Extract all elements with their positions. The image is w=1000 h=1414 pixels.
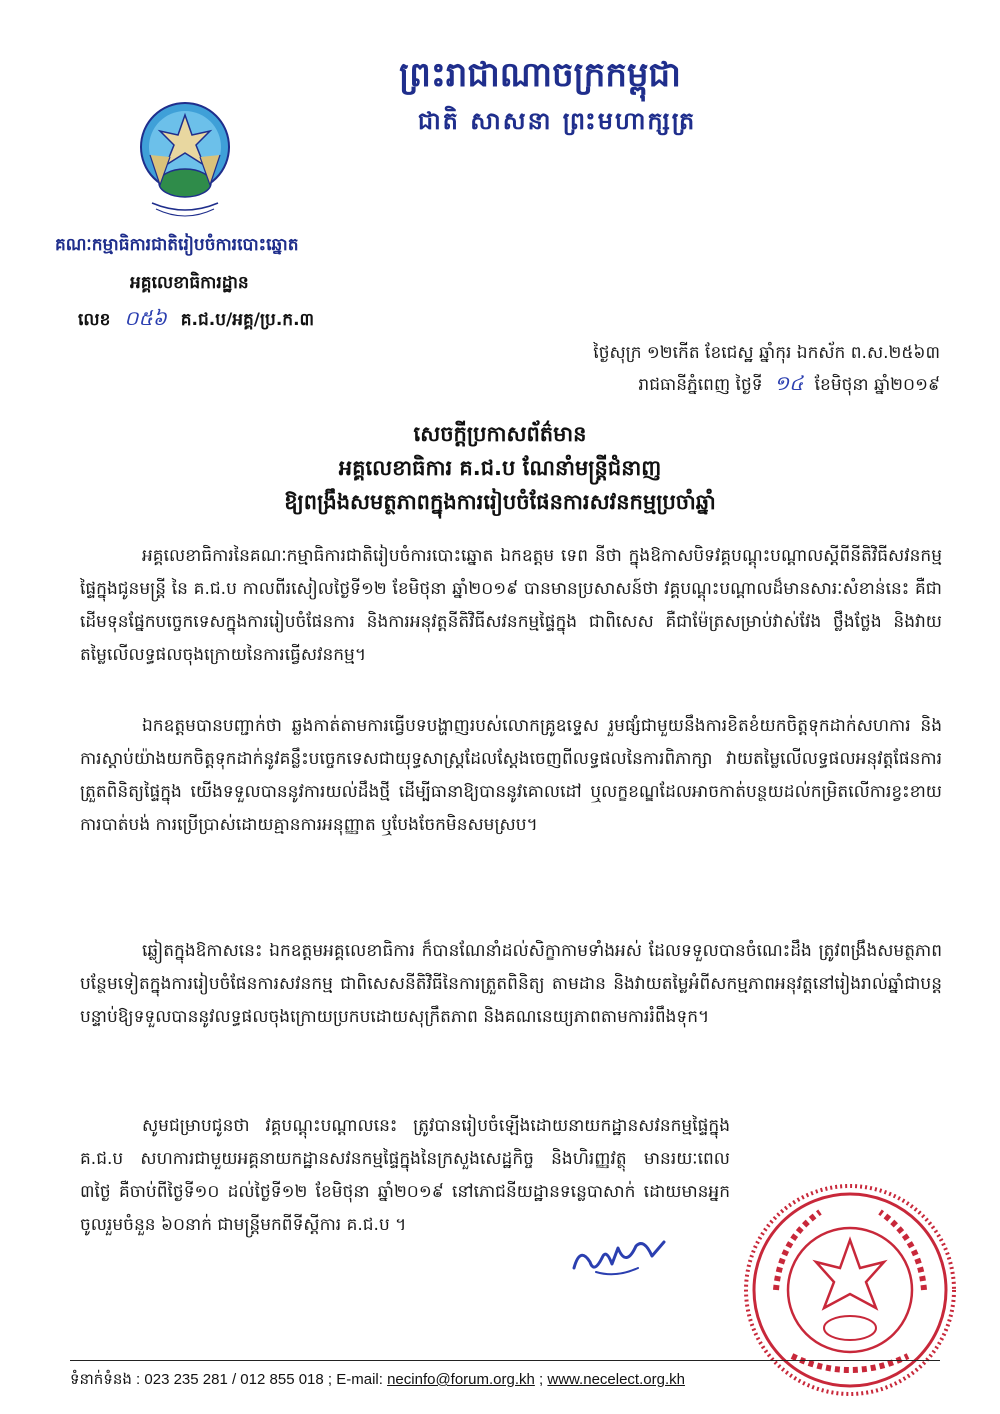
kingdom-heading: ព្រះរាជាណាចក្រកម្ពុជា [399, 55, 681, 95]
body-paragraph-3: ឆ្លៀតក្នុងឱកាសនេះ ឯកឧត្តមអគ្គលេខាធិការ ក៏បានណែនាំដល់សិក្ខាកាមទាំងអស់ ដែលទទួលបានចំណេះដឹង ត្រូវពង្រឹងសមត្ថភាពបន្ថែមទៀតក្នុងការរៀបចំផែនការសវនកម្ម ជាពិសេសនីតិវិធីនៃការត្រួតពិនិត្យ តាមដាន និងវាយតម្លៃអំពីសកម្មភាពអនុវត្តនៅរៀងរាល់ឆ្នាំជាបន្តបន្ទាប់ឱ្យទទួលបាននូវលទ្ធផលចុងក្រោយប្រកបដោយសុក្រឹតភាព និងគណនេយ្យភាពតាមការរំពឹងទុក។ [80, 941, 942, 1027]
nec-logo [130, 95, 240, 225]
department-name: អគ្គលេខាធិការដ្ឋាន [130, 273, 249, 293]
footer-contact [70, 1368, 940, 1392]
solar-date-handwritten-day: ១៤ [773, 371, 804, 395]
body-paragraph-1: អគ្គលេខាធិការនៃគណៈកម្មាធិការជាតិរៀបចំការបោះឆ្នោត ឯកឧត្តម ទេព នីថា ក្នុងឱកាសបិទវគ្គបណ្តុះបណ្តាលស្តីពីនីតិវិធីសវនកម្មផ្ទៃក្នុងជូនមន្ត្រី នៃ គ.ជ.ប កាលពីរសៀលថ្ងៃទី១២ ខែមិថុនា ឆ្នាំ២០១៩ បានមានប្រសាសន៍ថា វគ្គបណ្តុះបណ្តាលដ៏មានសារៈសំខាន់នេះ គឺជាដើមទុនផ្នែកបច្ចេកទេសក្នុងការរៀបចំផែនការ និងការអនុវត្តនីតិវិធីសវនកម្មផ្ទៃក្នុង ជាពិសេស គឺជាម៉ែត្រសម្រាប់វាស់វែង ថ្លឹងថ្លែង និងវាយតម្លៃលើលទ្ធផលចុងក្រោយនៃការធ្វើសវនកម្ម។ [80, 546, 942, 665]
footer-divider [70, 1360, 940, 1361]
solar-date-suffix: ខែមិថុនា ឆ្នាំ២០១៩ [814, 375, 940, 395]
lunar-date: ថ្ងៃសុក្រ ១២កើត ខែជេស្ឋ ឆ្នាំកុរ ឯកស័ក ព.ស.២៥៦៣ [593, 343, 940, 363]
solar-date [480, 370, 940, 398]
national-motto: ជាតិ សាសនា ព្រះមហាក្សត្រ [417, 107, 697, 135]
solar-date-prefix: រាជធានីភ្នំពេញ ថ្ងៃទី [638, 375, 763, 395]
reference-suffix: គ.ជ.ប/អគ្គ/ប្រ.ក.៣ [180, 310, 315, 330]
reference-handwritten-number: ០៥៦ [124, 306, 167, 330]
handwritten-initials [566, 1228, 676, 1288]
document-title-line1: សេចក្តីប្រកាសព័ត៌មាន [413, 422, 587, 446]
organization-name: គណៈកម្មាធិការជាតិរៀបចំការបោះឆ្នោត [55, 235, 299, 255]
document-title-line2: អគ្គលេខាធិការ គ.ជ.ប ណែនាំមន្ត្រីជំនាញ [338, 456, 662, 480]
document-title-line3: ឱ្យពង្រឹងសមត្ថភាពក្នុងការរៀបចំផែនការសវនកម្មប្រចាំឆ្នាំ [284, 490, 716, 514]
footer-email-link[interactable]: necinfo@forum.org.kh [387, 1371, 535, 1388]
footer-contact-label: ទំនាក់ទំនង : 023 235 281 / 012 855 018 ; E-mail: [70, 1371, 388, 1388]
body-paragraph-2: ឯកឧត្តមបានបញ្ជាក់ថា ឆ្លងកាត់តាមការធ្វើបទបង្ហាញរបស់លោកគ្រូឧទ្ទេស រួមផ្សំជាមួយនឹងការខិតខំយកចិត្តទុកដាក់សហការ និងការស្តាប់យ៉ាងយកចិត្តទុកដាក់នូវគន្លឹះបច្ចេកទេសជាយុទ្ធសាស្ត្រដែលស្តែងចេញពីលទ្ធផលនៃការពិភាក្សា វាយតម្លៃលើលទ្ធផលអនុវត្តផែនការត្រួតពិនិត្យផ្ទៃក្នុង យើងទទួលបាននូវការយល់ដឹងថ្មី ដើម្បីធានាឱ្យបាននូវគោលដៅ ឬលក្ខខណ្ឌដែលអាចកាត់បន្ថយដល់កម្រិតលើការខ្វះខាយ ការបាត់បង់ ការប្រើប្រាស់ដោយគ្មានការអនុញ្ញាត ឬបែងចែកមិនសមស្រប។ [80, 716, 942, 835]
reference-prefix: លេខ [78, 310, 111, 330]
footer-website-link[interactable]: www.necelect.org.kh [547, 1371, 685, 1388]
official-seal-stamp [740, 1180, 960, 1400]
reference-number [78, 305, 418, 333]
footer-separator: ; [534, 1371, 548, 1388]
body-paragraph-4: សូមជម្រាបជូនថា វគ្គបណ្តុះបណ្តាលនេះ ត្រូវបានរៀបចំឡើងដោយនាយកដ្ឋានសវនកម្មផ្ទៃក្នុង គ.ជ.ប សហការជាមួយអគ្គនាយកដ្ឋានសវនកម្មផ្ទៃក្នុងនៃក្រសួងសេដ្ឋកិច្ច និងហិរញ្ញវត្ថុ មានរយៈពេល ៣ថ្ងៃ គឺចាប់ពីថ្ងៃទី១០ ដល់ថ្ងៃទី១២ ខែមិថុនា ឆ្នាំ២០១៩ នៅភោជនីយដ្ឋានទន្លេបាសាក់ ដោយមានអ្នកចូលរួមចំនួន ៦០នាក់ ជាមន្ត្រីមកពីទីស្តីការ គ.ជ.ប ។ [80, 1116, 730, 1235]
